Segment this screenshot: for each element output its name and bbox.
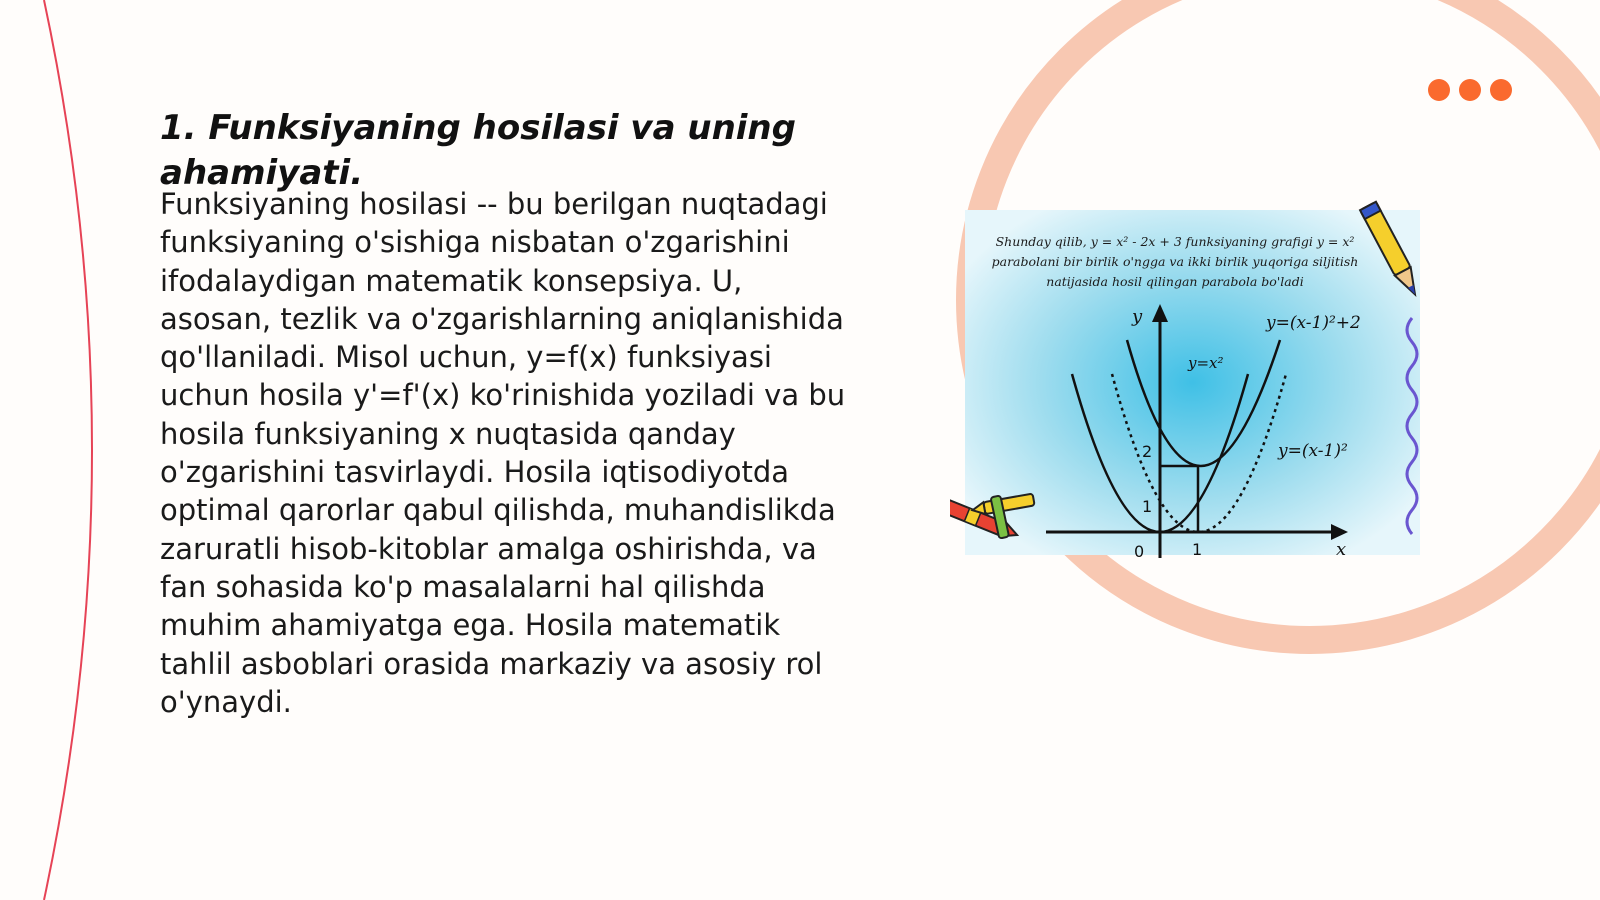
slide-title: 1. Funksiyaning hosilasi va uning ahamiyati. [160, 108, 796, 193]
figure-caption: Shunday qilib, y = x² - 2x + 3 funksiyaning grafigi y = x² parabolani bir birlik o'ngga va ikki birlik yuqoriga siljitish natijasida hosil qilingan parabola bo'ladi [991, 234, 1359, 289]
axis-y-label: y [1132, 306, 1143, 327]
slide-body-text: Funksiyaning hosilasi -- bu berilgan nuqtadagi funksiyaning o'sishiga nisbatan o'zgarishini ifodalaydigan matematik konsepsiya. U, asosan, tezlik va o'zgarishlarning aniqlanishida qo'llaniladi. Misol uchun, y=f(x) funksiyasi uchun hosila y'=f'(x) ko'rinishida yoziladi va bu hosila funksiyaning x nuqtasida qanday o'zgarishini tasvirlaydi. Hosila iqtisodiyotda optimal qarorlar qabul qilishda, muhandislikda zaruratli hisob-kitoblar amalga oshirishda, va fan sohasida ko'p masalalarni hal qilishda muhim ahamiyatga ega. Hosila matematik tahlil asboblari orasida markaziy va asosiy rol o'ynaydi. [160, 187, 846, 719]
dot-1 [1428, 79, 1450, 101]
label-shifted-right: y=(x-1)² [1278, 441, 1348, 461]
axis-x-label: x [1336, 539, 1347, 560]
parabola-figure [950, 200, 1450, 580]
tick-x1-label: 1 [1192, 540, 1203, 559]
tick-y1-label: 1 [1142, 497, 1153, 516]
label-shifted-up: y=(x-1)²+2 [1266, 313, 1361, 333]
dot-2 [1459, 79, 1481, 101]
label-base: y=x² [1188, 354, 1224, 372]
dot-3 [1490, 79, 1512, 101]
origin-label: 0 [1134, 542, 1145, 561]
tick-y2-label: 2 [1142, 442, 1153, 461]
dots-decoration [1428, 79, 1518, 101]
